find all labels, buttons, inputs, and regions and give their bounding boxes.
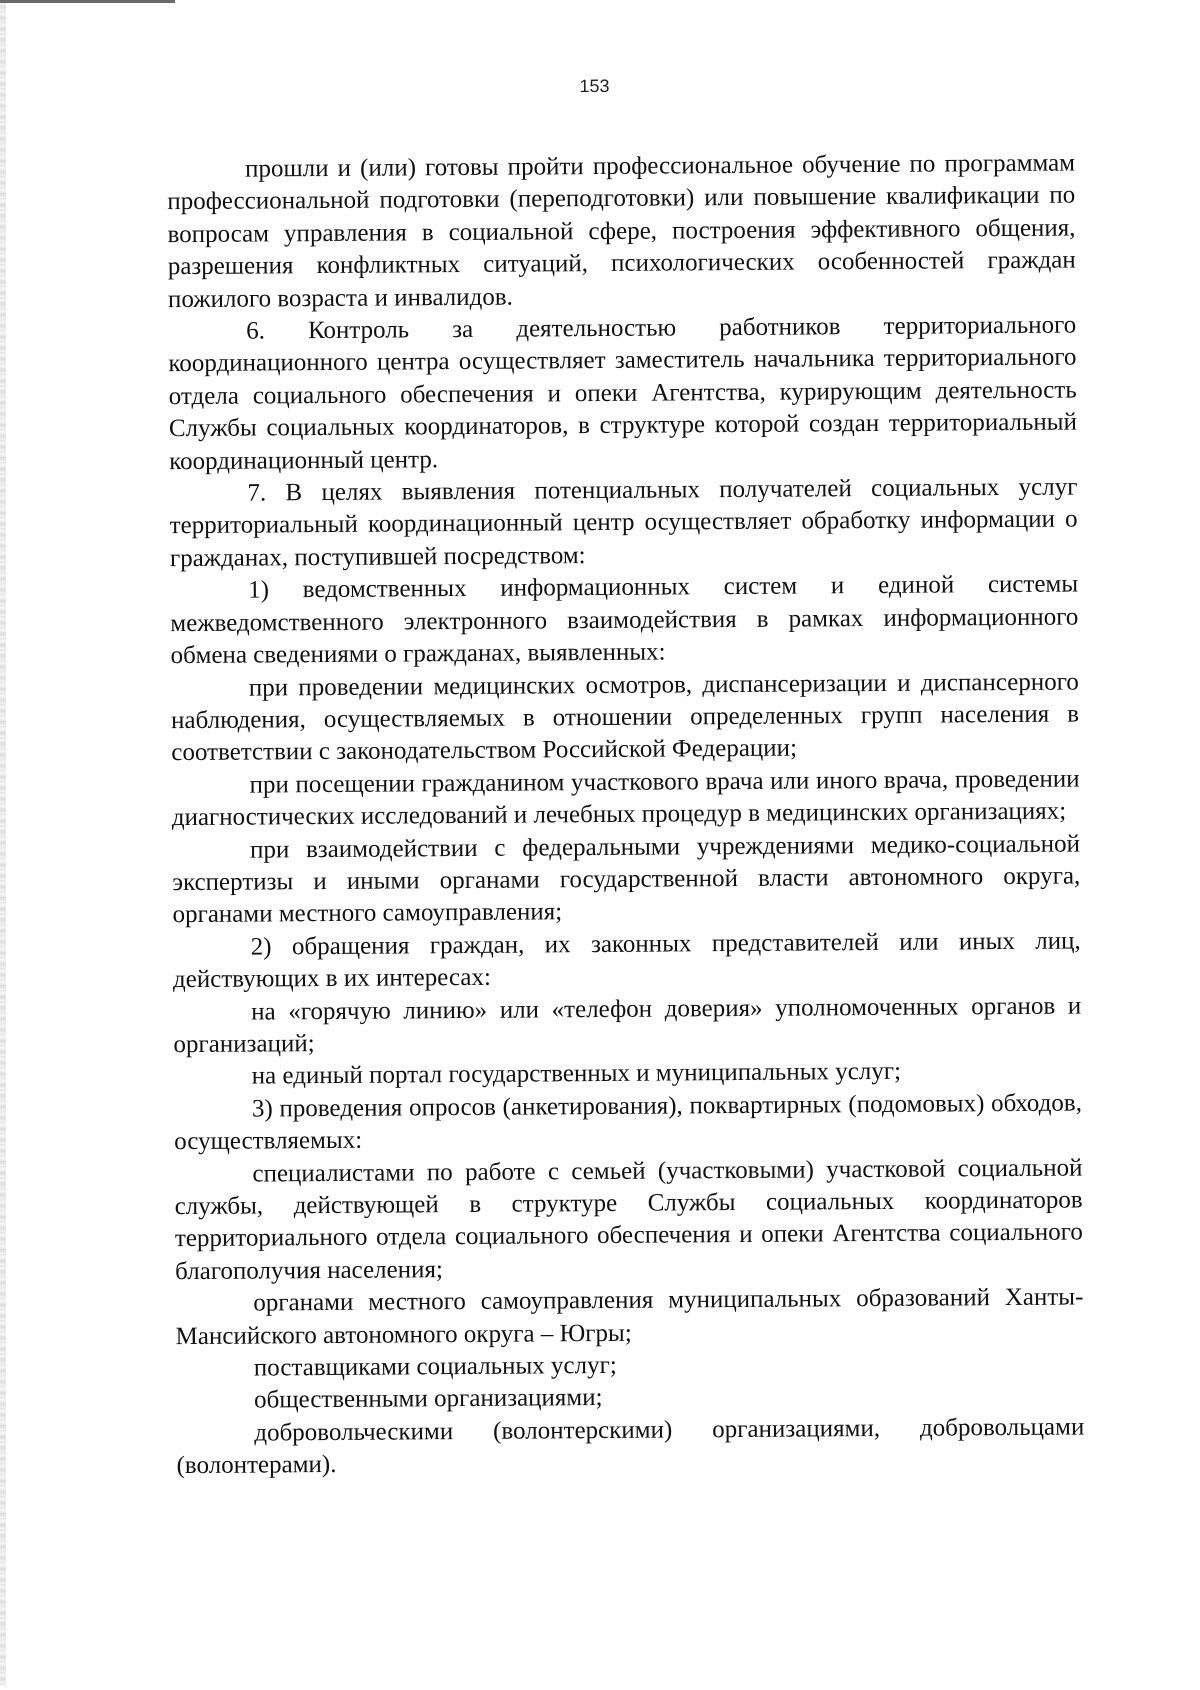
paragraph-subitem-2-citizen-appeals: 2) обращения граждан, их законных представителей или иных лиц, действующих в их интересах:	[172, 927, 1081, 994]
page-number: 153	[579, 75, 610, 97]
paragraph-training-continuation: прошли и (или) готовы пройти профессиональное обучение по программам профессиональной подготовки (переподготовки) или повышение квалификации по вопросам управления в социальной сфере, построения эффективного общения, разрешения конфликтных ситуаций, психологических особенностей граждан пожилого возраста и инвалидов.	[167, 149, 1076, 313]
paragraph-subitem-3-surveys: 3) проведения опросов (анкетирования), поквартирных (подомовых) обходов, осуществляемых:	[174, 1089, 1083, 1156]
paragraph-service-providers: поставщиками социальных услуг;	[253, 1351, 617, 1382]
paragraph-unified-portal: на единый портал государственных и муниципальных услуг;	[251, 1058, 902, 1090]
paragraph-doctor-visits: при посещении гражданином участкового врача или иного врача, проведении диагностических исследований и лечебных процедур в медицинских организациях;	[171, 765, 1080, 832]
paragraph-subitem-1-information-systems: 1) ведомственных информационных систем и единой системы межведомственного электронного взаимодействия в рамках информационного обмена сведениями о гражданах, выявленных:	[170, 570, 1079, 670]
paragraph-public-organizations: общественными организациями;	[253, 1384, 603, 1414]
document-body	[167, 148, 1085, 1483]
paragraph-item-6-control: 6. Контроль за деятельностью работников территориального координационного центра осуществляет заместитель начальника территориального отдела социального обеспечения и опеки Агентства, курирующим деятельность Службы социальных координаторов, в структуре которой создан территориальный координационный центр.	[168, 311, 1078, 475]
paragraph-local-government: органами местного самоуправления муниципальных образований Ханты-Мансийского автономного округа – Югры;	[175, 1283, 1084, 1350]
paragraph-medical-examinations: при проведении медицинских осмотров, диспансеризации и диспансерного наблюдения, осуществляемых в отношении определенных групп населения в соответствии с законодательством Российской Федерации;	[170, 667, 1080, 767]
paragraph-medical-social-expertise: при взаимодействии с федеральными учреждениями медико-социальной экспертизы и иными органами государственной власти автономного округа, органами местного самоуправления;	[172, 830, 1081, 929]
paragraph-volunteers: добровольческими (волонтерскими) организациями, добровольцами (волонтерами).	[176, 1413, 1085, 1480]
paragraph-hotline: на «горячую линию» или «телефон доверия» уполномоченных органов и организаций;	[173, 992, 1082, 1059]
paragraph-family-specialists: специалистами по работе с семьей (участковыми) участковой социальной службы, действующей в структуре Службы социальных координаторов территориального отдела социального обеспечения и опеки Агентства социального благополучия населения;	[174, 1154, 1083, 1285]
paragraph-item-7-identification: 7. В целях выявления потенциальных получателей социальных услуг территориальный координационный центр осуществляет обработку информации о гражданах, поступившей посредством:	[169, 473, 1078, 573]
